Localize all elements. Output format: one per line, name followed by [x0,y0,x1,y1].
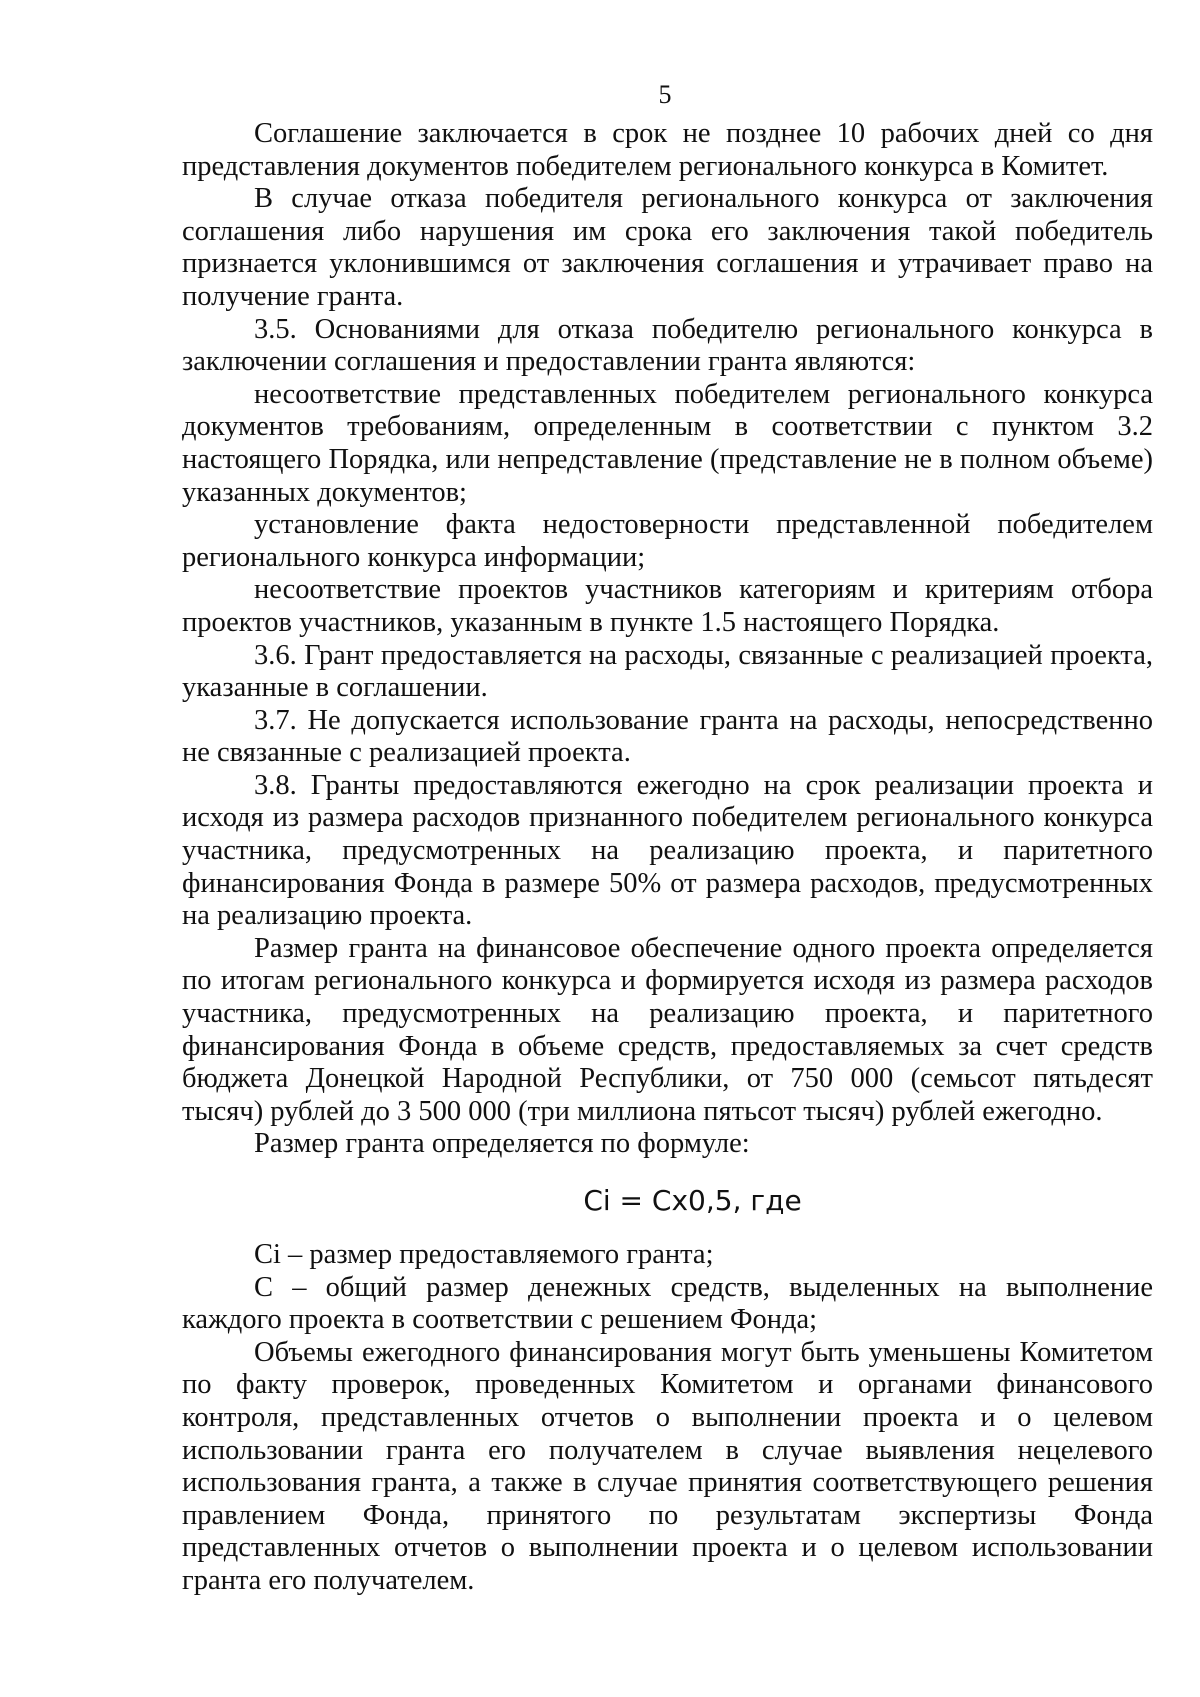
document-body [182,118,1153,1598]
paragraph-funding-reduction: Объемы ежегодного финансирования могут быть уменьшены Комитетом по факту проверок, проведенных Комитетом и органами финансового контроля, представленных отчетов о выполнении проекта и о целевом использовании гранта его получателем в случае выявления нецелевого использования гранта, а также в случае принятия соответствующего решения правлением Фонда, принятого по результатам экспертизы Фонда представленных отчетов о выполнении проекта и о целевом использовании гранта его получателем. [182,1336,1153,1596]
paragraph-formula-intro: Размер гранта определяется по формуле: [254,1128,750,1160]
paragraph-c-definition: C – общий размер денежных средств, выделенных на выполнение каждого проекта в соответствии с решением Фонда; [182,1271,1153,1336]
paragraph-ci-definition: Ci – размер предоставляемого гранта; [254,1239,714,1270]
paragraph-refusal: В случае отказа победителя регионального конкурса от заключения соглашения либо нарушения им срока его заключения такой победитель признается уклонившимся от заключения соглашения и утрачивает право на получение гранта. [182,183,1153,312]
paragraph-agreement-term: Соглашение заключается в срок не позднее 10 рабочих дней со дня представления документов победителем регионального конкурса в Комитет. [182,118,1153,182]
paragraph-nonconformity-projects: несоответствие проектов участников категориям и критериям отбора проектов участников, указанным в пункте 1.5 настоящего Порядка. [182,574,1153,638]
page-number: 5 [658,80,672,109]
grant-formula: Ci = Cx0,5, где [583,1184,802,1217]
paragraph-3-7: 3.7. Не допускается использование гранта на расходы, непосредственно не связанные с реализацией проекта. [182,704,1153,769]
paragraph-3-6: 3.6. Грант предоставляется на расходы, связанные с реализацией проекта, указанные в соглашении. [182,639,1153,704]
paragraph-false-info: установление факта недостоверности представленной победителем регионального конкурса информации; [182,509,1153,573]
paragraph-nonconformity-docs: несоответствие представленных победителем регионального конкурса документов требованиям, определенным в соответствии с пунктом 3.2 настоящего Порядка, или непредставление (представление не в полном объеме) указанных документов; [182,378,1153,508]
paragraph-3-5: 3.5. Основаниями для отказа победителю регионального конкурса в заключении соглашения и предоставлении гранта являются: [182,313,1153,378]
paragraph-3-8: 3.8. Гранты предоставляются ежегодно на срок реализации проекта и исходя из размера расходов признанного победителем регионального конкурса участника, предусмотренных на реализацию проекта, и паритетного финансирования Фонда в размере 50% от размера расходов, предусмотренных на реализацию проекта. [182,769,1153,932]
paragraph-grant-size: Размер гранта на финансовое обеспечение одного проекта определяется по итогам регионального конкурса и формируется исходя из размера расходов участника, предусмотренных на реализацию проекта, и паритетного финансирования Фонда в объеме средств, предоставляемых за счет средств бюджета Донецкой Народной Республики, от 750 000 (семьсот пятьдесят тысяч) рублей до 3 500 000 (три миллиона пятьсот тысяч) рублей ежегодно. [182,932,1153,1127]
